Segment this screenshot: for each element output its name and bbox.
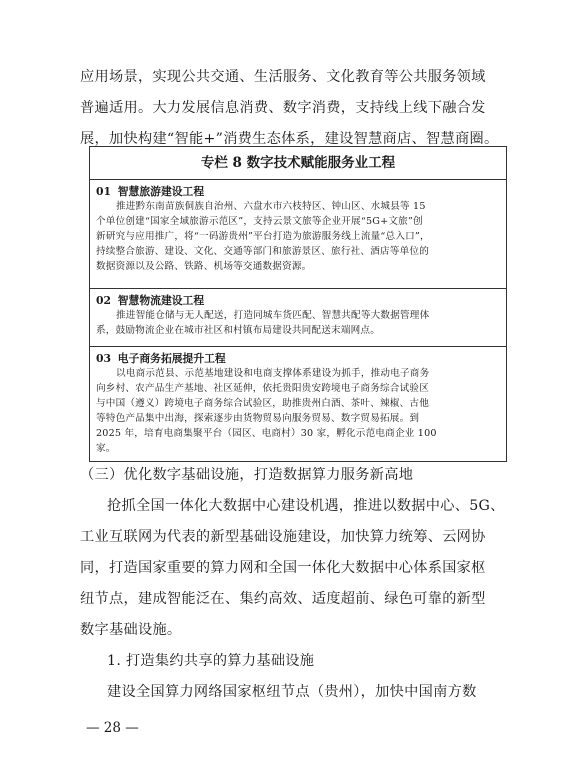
section-text-line: 数据资源以及公路、铁路、机场等交通数据资源。 <box>96 261 312 272</box>
body-text-line: 工业互联网为代表的新型基础设施建设，加快算力统筹、云网协 <box>80 529 486 545</box>
body-text-line: 抢抓全国一体化大数据中心建设机遇，推进以数据中心、5G、 <box>107 498 505 514</box>
feature-section-heading <box>96 184 501 199</box>
section-heading: （三）优化数字基础设施，打造数据算力服务新高地 <box>80 467 414 483</box>
section-text-line: 以电商示范县、示范基地建设和电商支撑体系建设为抓手，推动电子商务 <box>116 368 430 379</box>
section-text-line: 推进智能仓储与无人配送，打造同城车货匹配、智慧共配等大数据管理体 <box>116 310 430 321</box>
sub-heading: 1. 打造集约共享的算力基础设施 <box>107 653 315 669</box>
section-number: 03 <box>96 352 112 365</box>
section-text-line: 持续整合旅游、建设、文化、交通等部门和旅游景区、旅行社、酒店等单位的 <box>96 246 429 257</box>
section-text-line: 等特色产品集中出海，探索逐步由货物贸易向服务贸易、数字贸易拓展。到 <box>96 413 420 424</box>
section-text-line: 推进黔东南苗族侗族自治州、六盘水市六枝特区、钟山区、水城县等 15 <box>116 201 426 212</box>
section-text-line: 个单位创建“国家全域旅游示范区”，支持云景文旅等企业开展“5G+文旅”创 <box>96 216 423 227</box>
feature-section-body <box>96 308 501 338</box>
section-heading-text: 智慧物流建设工程 <box>117 294 205 307</box>
feature-section-heading <box>96 293 501 308</box>
feature-section <box>90 180 506 289</box>
section-text-line: 家。 <box>96 443 116 454</box>
section-text-line: 系，鼓励物流企业在城市社区和村镇布局建设共同配送末端网点。 <box>96 325 381 336</box>
body-text-line: 同，打造国家重要的算力网和全国一体化大数据中心体系国家枢 <box>80 560 486 576</box>
body-text-line: 数字基础设施。 <box>80 622 182 638</box>
body-text-line: 纽节点，建成智能泛在、集约高效、适度超前、绿色可靠的新型 <box>80 591 486 607</box>
feature-section <box>90 289 506 347</box>
body-text-line: 建设全国算力网络国家枢纽节点（贵州），加快中国南方数 <box>107 684 477 700</box>
feature-section-heading <box>96 351 501 366</box>
section-number: 01 <box>96 185 112 198</box>
section-text-line: 新研究与应用推广，将“一码游贵州”平台打造为旅游服务线上流量“总入口”， <box>96 231 430 242</box>
section-text-line: 与中国（遵义）跨境电子商务综合试验区，助推贵州白酒、茶叶、辣椒、古他 <box>96 398 429 409</box>
feature-section-body <box>96 366 501 456</box>
section-text-line: 2025 年，培育电商集聚平台（园区、电商村）30 家，孵化示范电商企业 100 <box>96 428 437 439</box>
feature-section <box>90 347 506 462</box>
feature-section-body <box>96 199 501 274</box>
feature-box-title: 专栏 8 数字技术赋能服务业工程 <box>90 147 506 180</box>
page-number: — 28 — <box>86 720 139 736</box>
body-text-line: 展，加快构建“智能+”消费生态体系，建设智慧商店、智慧商圈。 <box>80 131 499 147</box>
section-heading-text: 电子商务拓展提升工程 <box>117 352 226 365</box>
feature-box <box>89 146 507 462</box>
section-text-line: 向乡村、农产品生产基地、社区延伸，依托贵阳贵安跨境电子商务综合试验区 <box>96 383 429 394</box>
body-text-line: 普遍适用。大力发展信息消费、数字消费，支持线上线下融合发 <box>80 100 486 116</box>
section-number: 02 <box>96 294 112 307</box>
section-heading-text: 智慧旅游建设工程 <box>117 185 205 198</box>
body-text-line: 应用场景，实现公共交通、生活服务、文化教育等公共服务领域 <box>80 69 486 85</box>
